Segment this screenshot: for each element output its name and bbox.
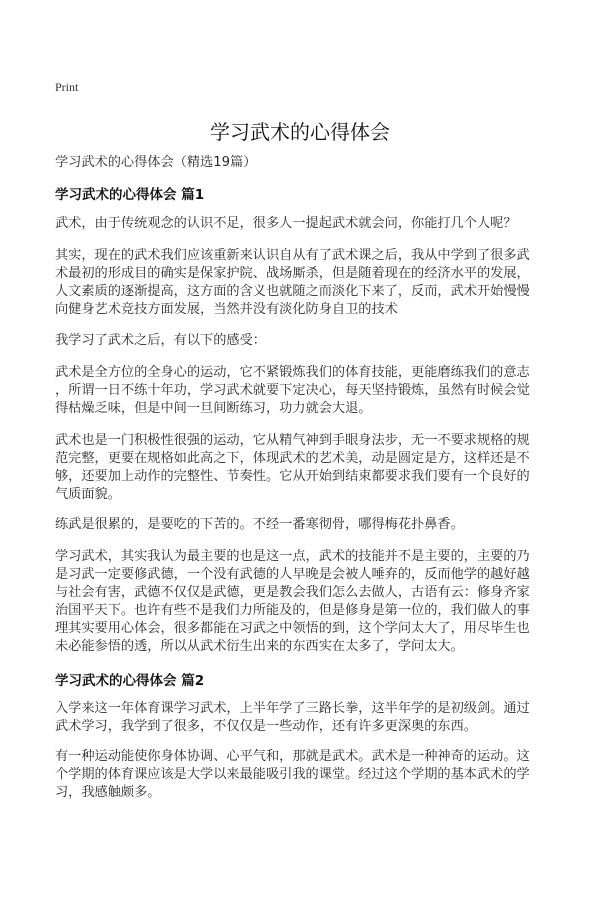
subtitle: 学习武术的心得体会（精选19篇） xyxy=(55,155,257,170)
paragraph: 武术，由于传统观念的认识不足，很多人一提起武术就会问，你能打几个人呢？ xyxy=(55,216,517,231)
paragraph: 武术是全方位的全身心的运动，它不紧锻炼我们的体育技能，更能磨练我们的意志 ，所谓一日不练十年功，学习武术就要下定决心，每天坚持锻炼，虽然有时候会觉 得枯燥乏味，但是中间一旦间断练习，功力就会大退。 xyxy=(55,365,530,416)
section-heading-2: 学习武术的心得体会 篇2 xyxy=(55,673,205,689)
paragraph: 武术也是一门积极性很强的运动，它从精气神到手眼身法步，无一不要求规格的规 范完整，更要在规格如此高之下，体现武术的艺术美，动是圆定是方，这样还是不 够，还要加上动作的完整性、节奏性。它从开始到结束都要求我们要有一个良好的 气质面貌。 xyxy=(55,433,530,502)
page-title: 学习武术的心得体会 xyxy=(210,120,390,144)
paragraph: 学习武术，其实我认为最主要的也是这一点，武术的技能并不是主要的，主要的乃 是习武一定要修武德，一个没有武德的人早晚是会被人唾弃的，反而他学的越好越 与社会有害，武德不仅仅是武德，更是教会我们怎么去做人，古语有云：修身齐家 治国平天下。也许有些不是我们力所能及的，但是修身是第一位的，我们做人的事 理其实要用心体会，很多都能在习武之中领悟的到，这个学问太大了，用尽毕生也 未必能参悟的透，所以从武术衍生出来的东西实在太多了，学问太大。 xyxy=(55,549,530,654)
print-link[interactable]: Print xyxy=(55,80,79,94)
section-heading-1: 学习武术的心得体会 篇1 xyxy=(55,187,205,203)
paragraph: 入学来这一年体育课学习武术，上半年学了三路长拳，这半年学的是初级剑。通过 武术学习，我学到了很多，不仅仅是一些动作，还有许多更深奥的东西。 xyxy=(55,701,530,734)
paragraph: 练武是很累的，是要吃的下苦的。不经一番寒彻骨，哪得梅花扑鼻香。 xyxy=(55,517,464,532)
paragraph: 有一种运动能使你身体协调、心平气和，那就是武术。武术是一种神奇的运动。这 个学期的体育课应该是大学以来最能吸引我的课堂。经过这个学期的基本武术的学 习，我感触颇多。 xyxy=(55,749,530,800)
paragraph: 其实，现在的武术我们应该重新来认识自从有了武术课之后，我从中学到了很多武 术最初的形成目的确实是保家护院、战场厮杀，但是随着现在的经济水平的发展， 人文素质的逐渐提高，这方面的含义也就随之而淡化下来了，反而，武术开始慢慢 向健身艺术竞技方面发展，当然并没有淡化防身自卫的技术 xyxy=(55,248,530,317)
paragraph: 我学习了武术之后，有以下的感受： xyxy=(55,333,266,348)
